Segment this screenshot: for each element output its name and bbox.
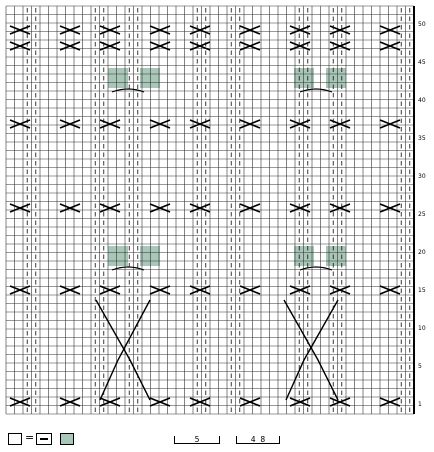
row-number-label: 50	[418, 21, 426, 28]
row-number-label: 15	[418, 287, 426, 294]
repeat-bracket-2	[236, 436, 280, 444]
legend-shaded-square-icon	[60, 433, 74, 445]
row-number-label: 40	[418, 97, 426, 104]
repeat-bracket-label: 5	[194, 435, 200, 444]
shaded-stitch	[294, 68, 314, 88]
row-number-label: 5	[418, 363, 422, 370]
row-number-label: 20	[418, 249, 426, 256]
legend-blank-square-icon	[8, 433, 22, 445]
row-number-label: 30	[418, 173, 426, 180]
legend-equals: =	[25, 431, 35, 444]
knit-dash-icon	[40, 438, 48, 440]
row-number-label: 45	[418, 59, 426, 66]
shaded-stitch	[294, 246, 314, 266]
row-number-label: 10	[418, 325, 426, 332]
repeat-bracket-label: 4 8	[250, 435, 266, 444]
row-number-label: 1	[418, 401, 422, 408]
shaded-stitch	[140, 68, 160, 88]
shaded-stitch	[140, 246, 160, 266]
row-number-label: 35	[418, 135, 426, 142]
row-number-label: 25	[418, 211, 426, 218]
legend-knit-square-icon	[36, 433, 52, 445]
repeat-bracket-1	[174, 436, 220, 444]
